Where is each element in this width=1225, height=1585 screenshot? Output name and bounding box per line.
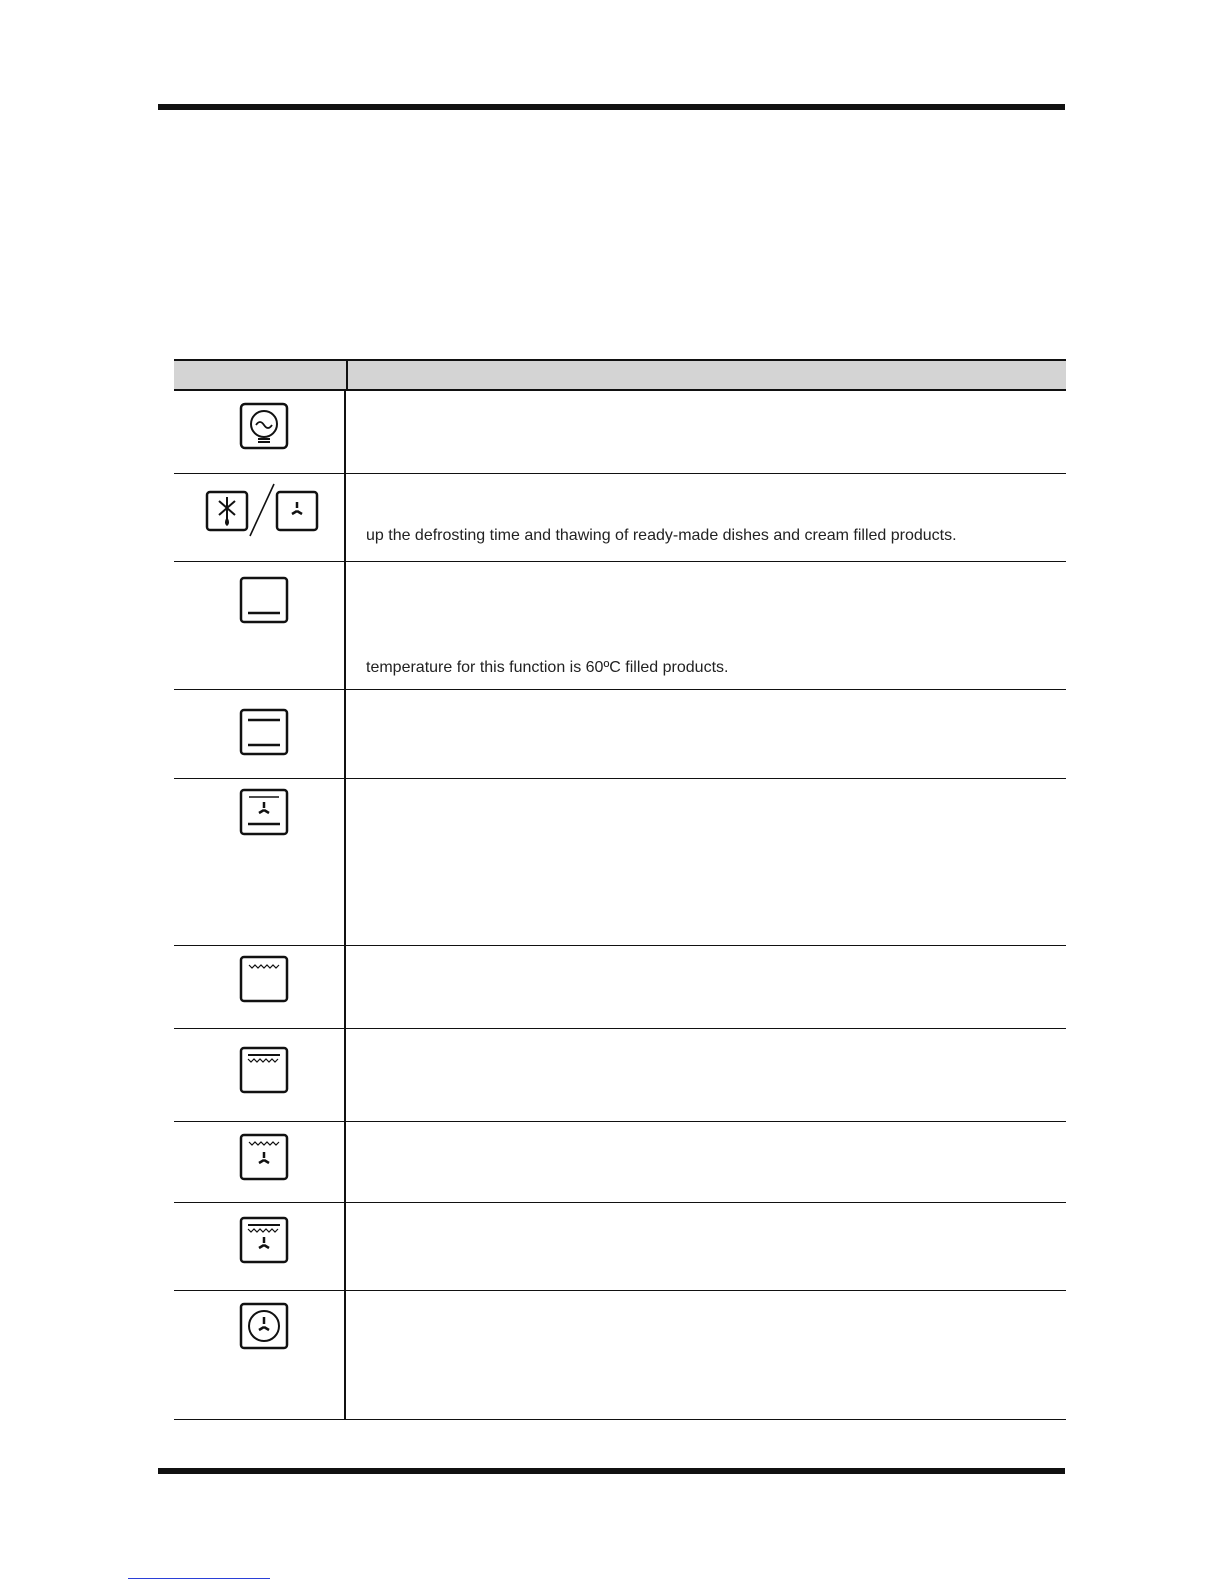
icon-cell	[174, 1203, 346, 1290]
icon-cell	[174, 1029, 346, 1121]
description-cell	[346, 690, 1066, 778]
icon-cell	[174, 474, 346, 561]
icon-cell	[174, 562, 346, 689]
description-text: up the defrosting time and thawing of ready-made dishes and cream filled products.	[366, 527, 957, 544]
description-cell	[346, 1029, 1066, 1121]
link-underline[interactable]	[128, 1578, 270, 1579]
fan-circle-heat-icon	[174, 1291, 346, 1419]
table-row	[174, 391, 1066, 474]
icon-cell	[174, 779, 346, 945]
table-row	[174, 946, 1066, 1029]
oven-functions-table	[174, 359, 1066, 1420]
icon-cell	[174, 1291, 346, 1419]
bottom-heat-icon	[174, 562, 346, 689]
oven-lamp-icon	[174, 391, 346, 473]
large-grill-fan-icon	[174, 1203, 346, 1290]
description-cell	[346, 562, 1066, 689]
table-row	[174, 1122, 1066, 1203]
description-text: temperature for this function is 60ºC filled products.	[366, 659, 729, 676]
table-row	[174, 474, 1066, 562]
description-cell	[346, 946, 1066, 1028]
icon-cell	[174, 690, 346, 778]
large-grill-icon	[174, 1029, 346, 1121]
table-row	[174, 1291, 1066, 1420]
defrost-fan-icon	[174, 474, 346, 561]
fan-bottom-heat-icon	[174, 779, 346, 945]
icon-cell	[174, 1122, 346, 1202]
bottom-rule	[158, 1468, 1065, 1474]
small-grill-icon	[174, 946, 346, 1028]
icon-cell	[174, 946, 346, 1028]
table-row	[174, 1203, 1066, 1291]
table-header	[174, 359, 1066, 391]
header-icon-column	[174, 361, 348, 389]
table-row	[174, 779, 1066, 946]
top-rule	[158, 104, 1065, 110]
description-cell	[346, 391, 1066, 473]
top-bottom-heat-icon	[174, 690, 346, 778]
icon-cell	[174, 391, 346, 473]
description-cell	[346, 1203, 1066, 1290]
table-row	[174, 562, 1066, 690]
table-row	[174, 1029, 1066, 1122]
description-cell	[346, 1291, 1066, 1419]
description-cell	[346, 779, 1066, 945]
small-grill-fan-icon	[174, 1122, 346, 1202]
description-cell	[346, 474, 1066, 561]
table-row	[174, 690, 1066, 779]
description-cell	[346, 1122, 1066, 1202]
